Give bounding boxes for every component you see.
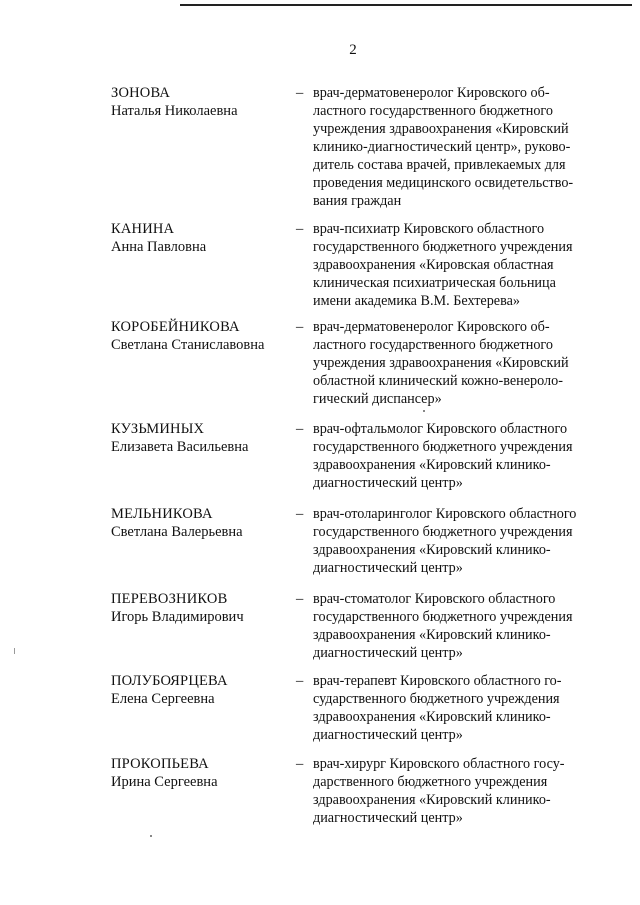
person-name	[111, 505, 243, 541]
description-line: дарственного бюджетного учреждения	[313, 774, 548, 790]
description-line: гический диспансер»	[313, 391, 442, 407]
description-line: вания граждан	[313, 193, 402, 209]
description-line: учреждения здравоохранения «Кировский	[313, 121, 569, 137]
position-description	[313, 420, 592, 492]
person-surname: КУЗЬМИНЫХ	[111, 421, 205, 437]
person-given-name: Анна Павловна	[111, 239, 207, 255]
person-given-name: Ирина Сергеевна	[111, 774, 218, 790]
description-line: врач-стоматолог Кировского областного	[313, 591, 556, 607]
dash-separator: –	[296, 85, 304, 101]
page-number: 2	[349, 42, 357, 58]
dash-separator: –	[296, 756, 304, 772]
description-line: сударственного бюджетного учреждения	[313, 691, 560, 707]
dash-separator: –	[296, 421, 304, 437]
description-line: дитель состава врачей, привлекаемых для	[313, 157, 566, 173]
dash-separator: –	[296, 591, 304, 607]
description-line: здравоохранения «Кировский клинико-	[313, 542, 551, 558]
description-line: диагностический центр»	[313, 727, 463, 743]
person-given-name: Наталья Николаевна	[111, 103, 238, 119]
scan-top-edge	[180, 4, 632, 6]
person-name	[111, 84, 238, 120]
person-surname: ЗОНОВА	[111, 85, 171, 101]
dash-separator: –	[296, 319, 304, 335]
description-line: диагностический центр»	[313, 475, 463, 491]
description-line: здравоохранения «Кировская областная	[313, 257, 554, 273]
person-name	[111, 220, 206, 256]
description-line: клинико-диагностический центр», руково-	[313, 139, 571, 155]
person-given-name: Елена Сергеевна	[111, 691, 215, 707]
description-line: врач-дерматовенеролог Кировского об-	[313, 85, 550, 101]
description-line: врач-терапевт Кировского областного го-	[313, 673, 562, 689]
description-line: областной клинический кожно-венероло-	[313, 373, 563, 389]
description-line: государственного бюджетного учреждения	[313, 239, 573, 255]
person-surname: ПЕРЕВОЗНИКОВ	[111, 591, 228, 607]
person-name	[111, 755, 218, 791]
position-description	[313, 672, 592, 744]
description-line: врач-дерматовенеролог Кировского об-	[313, 319, 550, 335]
position-description	[313, 590, 592, 662]
description-line: учреждения здравоохранения «Кировский	[313, 355, 569, 371]
description-line: клиническая психиатрическая больница	[313, 275, 556, 291]
person-name	[111, 590, 244, 626]
description-line: здравоохранения «Кировский клинико-	[313, 792, 551, 808]
description-line: врач-психиатр Кировского областного	[313, 221, 545, 237]
description-line: государственного бюджетного учреждения	[313, 609, 573, 625]
person-name	[111, 318, 264, 354]
description-line: врач-отоларинголог Кировского областного	[313, 506, 577, 522]
person-given-name: Светлана Станиславовна	[111, 337, 265, 353]
description-line: государственного бюджетного учреждения	[313, 439, 573, 455]
description-line: врач-хирург Кировского областного госу-	[313, 756, 565, 772]
dash-separator: –	[296, 506, 304, 522]
person-given-name: Светлана Валерьевна	[111, 524, 243, 540]
scan-speck	[423, 410, 425, 412]
description-line: здравоохранения «Кировский клинико-	[313, 627, 551, 643]
description-line: диагностический центр»	[313, 560, 463, 576]
position-description	[313, 318, 592, 408]
person-surname: ПОЛУБОЯРЦЕВА	[111, 673, 228, 689]
dash-separator: –	[296, 673, 304, 689]
description-line: ластного государственного бюджетного	[313, 103, 553, 119]
person-surname: МЕЛЬНИКОВА	[111, 506, 213, 522]
description-line: государственного бюджетного учреждения	[313, 524, 573, 540]
description-line: диагностический центр»	[313, 810, 463, 826]
position-description	[313, 505, 592, 577]
description-line: здравоохранения «Кировский клинико-	[313, 457, 551, 473]
description-line: диагностический центр»	[313, 645, 463, 661]
person-surname: КАНИНА	[111, 221, 175, 237]
description-line: врач-офтальмолог Кировского областного	[313, 421, 568, 437]
position-description	[313, 84, 592, 210]
person-name	[111, 420, 248, 456]
description-line: здравоохранения «Кировский клинико-	[313, 709, 551, 725]
description-line: имени академика В.М. Бехтерева»	[313, 293, 520, 309]
position-description	[313, 220, 592, 310]
scan-speck	[150, 835, 152, 837]
description-line: проведения медицинского освидетельство-	[313, 175, 574, 191]
person-given-name: Игорь Владимирович	[111, 609, 244, 625]
person-name	[111, 672, 228, 708]
person-given-name: Елизавета Васильевна	[111, 439, 249, 455]
dash-separator: –	[296, 221, 304, 237]
position-description	[313, 755, 592, 827]
scan-margin-mark	[14, 648, 15, 654]
person-surname: ПРОКОПЬЕВА	[111, 756, 209, 772]
description-line: ластного государственного бюджетного	[313, 337, 553, 353]
person-surname: КОРОБЕЙНИКОВА	[111, 319, 240, 335]
